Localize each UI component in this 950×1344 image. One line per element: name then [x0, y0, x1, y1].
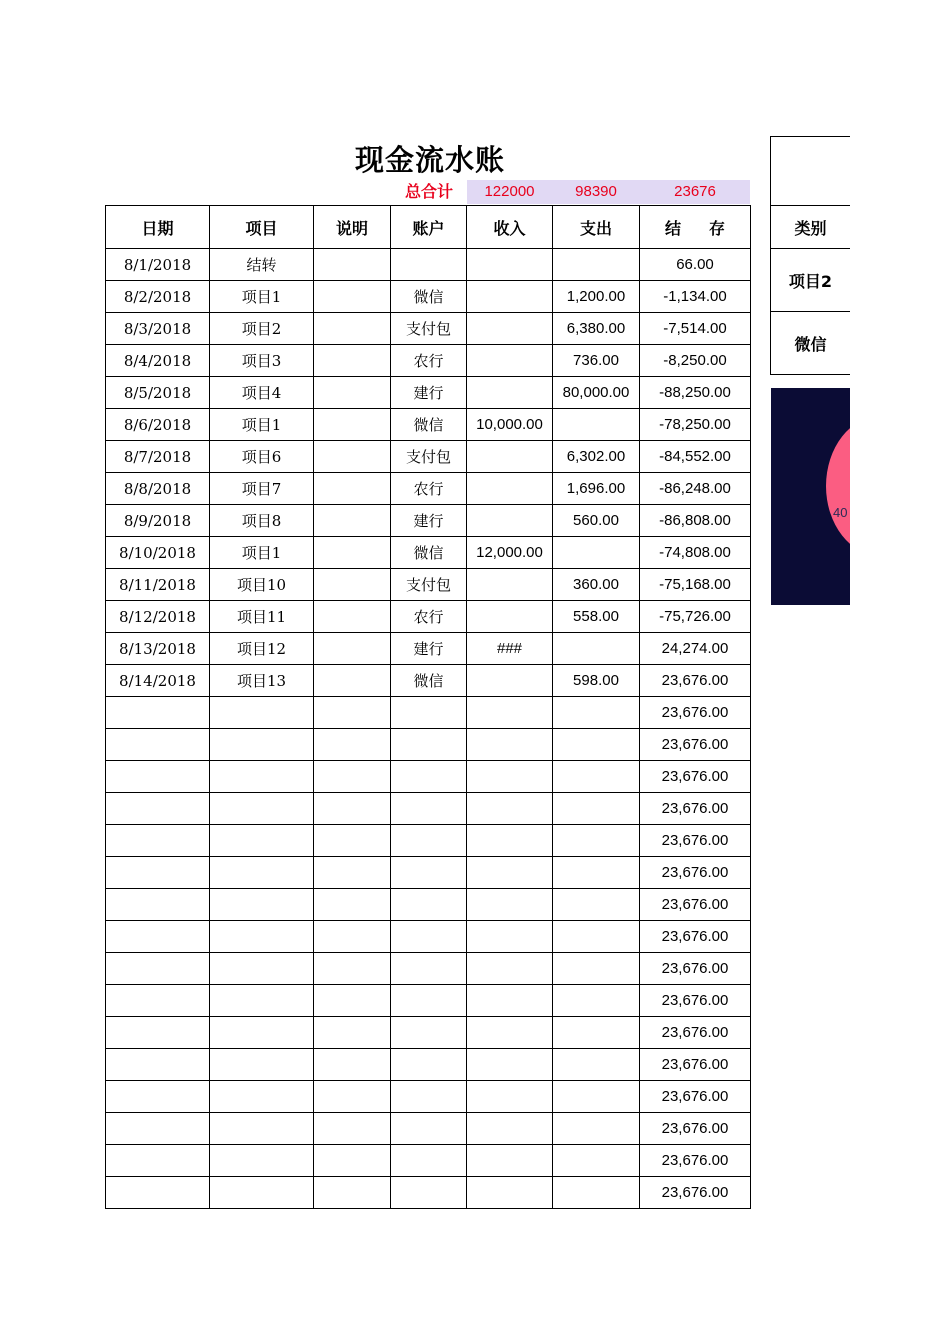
cell-balance[interactable]: 23,676.00 — [640, 857, 751, 889]
table-row — [106, 697, 751, 729]
table-row — [106, 505, 751, 537]
table-row — [106, 441, 751, 473]
table-row — [106, 1113, 751, 1145]
cell-note[interactable] — [314, 377, 391, 409]
cell-income[interactable] — [467, 1081, 553, 1113]
cell-balance[interactable]: 23,676.00 — [640, 1113, 751, 1145]
cell-expense[interactable] — [553, 537, 640, 569]
ledger-table — [105, 205, 751, 1209]
cell-account[interactable]: 微信 — [391, 281, 467, 313]
pie-chart — [771, 388, 850, 605]
cell-date[interactable]: 8/9/2018 — [106, 505, 210, 537]
cell-date[interactable]: 8/6/2018 — [106, 409, 210, 441]
cell-account[interactable] — [391, 921, 467, 953]
cell-account[interactable] — [391, 761, 467, 793]
cell-expense[interactable] — [553, 1145, 640, 1177]
cell-account[interactable]: 建行 — [391, 377, 467, 409]
cell-income[interactable] — [467, 1145, 553, 1177]
header-balance-part-a: 结 — [664, 218, 681, 238]
table-row — [106, 1049, 751, 1081]
cell-balance[interactable]: 23,676.00 — [640, 697, 751, 729]
table-row — [106, 729, 751, 761]
cell-income[interactable] — [467, 473, 553, 505]
cell-date[interactable] — [106, 729, 210, 761]
cell-date[interactable] — [106, 985, 210, 1017]
cell-account[interactable] — [391, 825, 467, 857]
cell-balance[interactable]: 23,676.00 — [640, 793, 751, 825]
cell-balance[interactable]: 23,676.00 — [640, 1145, 751, 1177]
cell-item[interactable] — [210, 985, 314, 1017]
cell-income[interactable]: 12,000.00 — [467, 537, 553, 569]
cell-income[interactable] — [467, 1113, 553, 1145]
table-row — [106, 1081, 751, 1113]
table-row — [106, 1017, 751, 1049]
cell-date[interactable] — [106, 953, 210, 985]
cell-income[interactable] — [467, 697, 553, 729]
cell-income[interactable] — [467, 505, 553, 537]
cell-item[interactable]: 项目8 — [210, 505, 314, 537]
side-account[interactable]: 微信 — [771, 312, 851, 375]
header-income: 收入 — [467, 206, 553, 249]
cell-note[interactable] — [314, 505, 391, 537]
cell-income[interactable] — [467, 921, 553, 953]
cell-date[interactable] — [106, 793, 210, 825]
header-expense: 支出 — [553, 206, 640, 249]
cell-note[interactable] — [314, 633, 391, 665]
cell-account[interactable] — [391, 1017, 467, 1049]
side-item[interactable]: 项目2 — [771, 249, 851, 312]
cell-item[interactable] — [210, 921, 314, 953]
total-expense: 98390 — [575, 183, 617, 200]
cell-expense[interactable] — [553, 857, 640, 889]
cell-date[interactable]: 8/11/2018 — [106, 569, 210, 601]
cell-expense[interactable]: 6,302.00 — [553, 441, 640, 473]
cell-item[interactable]: 项目11 — [210, 601, 314, 633]
cell-item[interactable]: 项目3 — [210, 345, 314, 377]
cell-date[interactable] — [106, 889, 210, 921]
table-row — [106, 633, 751, 665]
cell-income[interactable] — [467, 665, 553, 697]
cell-note[interactable] — [314, 1049, 391, 1081]
pie-slice — [826, 416, 850, 556]
cell-expense[interactable] — [553, 953, 640, 985]
cell-note[interactable] — [314, 985, 391, 1017]
cell-note[interactable] — [314, 441, 391, 473]
table-row — [106, 569, 751, 601]
cell-account[interactable] — [391, 1081, 467, 1113]
cell-note[interactable] — [314, 793, 391, 825]
cell-account[interactable]: 微信 — [391, 409, 467, 441]
side-category-table — [770, 205, 850, 375]
cell-item[interactable]: 项目1 — [210, 537, 314, 569]
cell-income[interactable] — [467, 601, 553, 633]
total-income: 122000 — [484, 183, 535, 200]
cell-item[interactable]: 项目2 — [210, 313, 314, 345]
table-row — [106, 281, 751, 313]
cell-note[interactable] — [314, 953, 391, 985]
side-header-category: 类别 — [771, 206, 851, 249]
cell-account[interactable]: 支付包 — [391, 569, 467, 601]
cell-date[interactable] — [106, 1081, 210, 1113]
cell-income[interactable]: ### — [467, 633, 553, 665]
cell-item[interactable] — [210, 1177, 314, 1209]
cell-item[interactable] — [210, 1145, 314, 1177]
cell-date[interactable] — [106, 761, 210, 793]
cell-expense[interactable] — [553, 1113, 640, 1145]
cell-date[interactable]: 8/8/2018 — [106, 473, 210, 505]
cell-balance[interactable]: -75,168.00 — [640, 569, 751, 601]
cell-account[interactable]: 农行 — [391, 601, 467, 633]
cell-date[interactable]: 8/7/2018 — [106, 441, 210, 473]
cell-balance[interactable]: 23,676.00 — [640, 1049, 751, 1081]
cell-expense[interactable] — [553, 889, 640, 921]
table-row — [106, 249, 751, 281]
cell-balance[interactable]: 23,676.00 — [640, 665, 751, 697]
cell-note[interactable] — [314, 473, 391, 505]
cell-date[interactable] — [106, 921, 210, 953]
cell-balance[interactable]: 23,676.00 — [640, 953, 751, 985]
cell-balance[interactable]: -88,250.00 — [640, 377, 751, 409]
cell-item[interactable]: 项目6 — [210, 441, 314, 473]
cell-expense[interactable]: 6,380.00 — [553, 313, 640, 345]
table-row — [106, 1145, 751, 1177]
cell-balance[interactable]: 23,676.00 — [640, 825, 751, 857]
cell-item[interactable]: 项目13 — [210, 665, 314, 697]
table-row — [106, 473, 751, 505]
header-row — [106, 206, 751, 249]
cell-date[interactable]: 8/3/2018 — [106, 313, 210, 345]
cell-item[interactable] — [210, 889, 314, 921]
cell-expense[interactable] — [553, 697, 640, 729]
cell-expense[interactable]: 360.00 — [553, 569, 640, 601]
cell-note[interactable] — [314, 697, 391, 729]
cell-account[interactable]: 农行 — [391, 473, 467, 505]
cell-income[interactable] — [467, 569, 553, 601]
cell-income[interactable] — [467, 761, 553, 793]
cell-note[interactable] — [314, 313, 391, 345]
cell-balance[interactable]: 23,676.00 — [640, 1081, 751, 1113]
cell-item[interactable] — [210, 1081, 314, 1113]
cell-note[interactable] — [314, 665, 391, 697]
cell-balance[interactable]: 23,676.00 — [640, 729, 751, 761]
table-row — [106, 921, 751, 953]
cell-item[interactable] — [210, 1113, 314, 1145]
cell-expense[interactable] — [553, 409, 640, 441]
cell-note[interactable] — [314, 1017, 391, 1049]
cell-note[interactable] — [314, 601, 391, 633]
cell-note[interactable] — [314, 889, 391, 921]
cell-item[interactable] — [210, 793, 314, 825]
cell-note[interactable] — [314, 857, 391, 889]
cell-item[interactable]: 项目4 — [210, 377, 314, 409]
cell-item[interactable]: 项目7 — [210, 473, 314, 505]
cell-income[interactable] — [467, 377, 553, 409]
cell-expense[interactable]: 80,000.00 — [553, 377, 640, 409]
cell-income[interactable] — [467, 249, 553, 281]
cell-note[interactable] — [314, 921, 391, 953]
table-row — [106, 793, 751, 825]
cell-expense[interactable] — [553, 1049, 640, 1081]
cell-note[interactable] — [314, 569, 391, 601]
cell-balance[interactable]: -7,514.00 — [640, 313, 751, 345]
cell-expense[interactable]: 1,696.00 — [553, 473, 640, 505]
cell-income[interactable] — [467, 441, 553, 473]
cell-date[interactable]: 8/1/2018 — [106, 249, 210, 281]
cell-item[interactable]: 项目1 — [210, 409, 314, 441]
cell-account[interactable] — [391, 249, 467, 281]
cell-note[interactable] — [314, 409, 391, 441]
cell-balance[interactable]: -75,726.00 — [640, 601, 751, 633]
table-row — [106, 825, 751, 857]
cell-balance[interactable]: 66.00 — [640, 249, 751, 281]
cell-item[interactable]: 结转 — [210, 249, 314, 281]
table-row — [106, 377, 751, 409]
table-row — [106, 665, 751, 697]
cell-item[interactable]: 项目12 — [210, 633, 314, 665]
side-panel-top — [770, 136, 850, 206]
cell-note[interactable] — [314, 1113, 391, 1145]
cell-date[interactable]: 8/14/2018 — [106, 665, 210, 697]
cell-account[interactable] — [391, 1145, 467, 1177]
header-date: 日期 — [106, 206, 210, 249]
cell-income[interactable] — [467, 1177, 553, 1209]
cell-expense[interactable]: 598.00 — [553, 665, 640, 697]
cell-item[interactable] — [210, 953, 314, 985]
cell-balance[interactable]: 23,676.00 — [640, 761, 751, 793]
header-item: 项目 — [210, 206, 314, 249]
cell-account[interactable]: 支付包 — [391, 313, 467, 345]
cell-balance[interactable]: -74,808.00 — [640, 537, 751, 569]
cell-note[interactable] — [314, 249, 391, 281]
cell-income[interactable] — [467, 1049, 553, 1081]
cell-income[interactable] — [467, 857, 553, 889]
cell-note[interactable] — [314, 729, 391, 761]
header-balance — [640, 206, 751, 249]
cell-item[interactable] — [210, 1049, 314, 1081]
cell-expense[interactable] — [553, 249, 640, 281]
cell-expense[interactable] — [553, 729, 640, 761]
totals-label: 总合计 — [404, 182, 453, 201]
table-row — [106, 985, 751, 1017]
cell-expense[interactable]: 560.00 — [553, 505, 640, 537]
cell-item[interactable]: 项目1 — [210, 281, 314, 313]
cell-expense[interactable] — [553, 761, 640, 793]
cell-date[interactable]: 8/5/2018 — [106, 377, 210, 409]
cell-item[interactable] — [210, 825, 314, 857]
header-account: 账户 — [391, 206, 467, 249]
cell-balance[interactable]: 23,676.00 — [640, 1177, 751, 1209]
cell-balance[interactable]: -84,552.00 — [640, 441, 751, 473]
cell-balance[interactable]: -86,808.00 — [640, 505, 751, 537]
cell-balance[interactable]: -78,250.00 — [640, 409, 751, 441]
cell-date[interactable]: 8/2/2018 — [106, 281, 210, 313]
cell-item[interactable] — [210, 1017, 314, 1049]
cell-date[interactable]: 8/13/2018 — [106, 633, 210, 665]
cell-expense[interactable] — [553, 1177, 640, 1209]
cell-date[interactable]: 8/4/2018 — [106, 345, 210, 377]
cell-account[interactable] — [391, 985, 467, 1017]
table-row — [106, 409, 751, 441]
cell-expense[interactable] — [553, 825, 640, 857]
cell-income[interactable] — [467, 825, 553, 857]
cell-date[interactable] — [106, 1113, 210, 1145]
table-row — [106, 953, 751, 985]
header-balance-part-b: 存 — [709, 218, 726, 238]
cell-note[interactable] — [314, 761, 391, 793]
cell-expense[interactable] — [553, 633, 640, 665]
cell-balance[interactable]: -8,250.00 — [640, 345, 751, 377]
cell-account[interactable] — [391, 1177, 467, 1209]
cell-note[interactable] — [314, 1177, 391, 1209]
total-balance: 23676 — [674, 183, 716, 200]
cell-note[interactable] — [314, 537, 391, 569]
cell-date[interactable] — [106, 1145, 210, 1177]
cell-account[interactable] — [391, 793, 467, 825]
cell-item[interactable] — [210, 857, 314, 889]
table-row — [106, 1177, 751, 1209]
cell-expense[interactable]: 558.00 — [553, 601, 640, 633]
table-row — [106, 537, 751, 569]
table-row — [106, 313, 751, 345]
cell-account[interactable] — [391, 857, 467, 889]
cell-income[interactable] — [467, 793, 553, 825]
header-note: 说明 — [314, 206, 391, 249]
cell-account[interactable] — [391, 1113, 467, 1145]
cell-account[interactable]: 建行 — [391, 633, 467, 665]
pie-data-label: 40 — [833, 505, 848, 520]
cell-expense[interactable]: 736.00 — [553, 345, 640, 377]
cell-account[interactable]: 微信 — [391, 665, 467, 697]
cell-note[interactable] — [314, 345, 391, 377]
cell-income[interactable] — [467, 313, 553, 345]
cell-balance[interactable]: 23,676.00 — [640, 889, 751, 921]
cell-account[interactable]: 农行 — [391, 345, 467, 377]
cell-item[interactable] — [210, 697, 314, 729]
table-row — [106, 889, 751, 921]
cell-income[interactable] — [467, 889, 553, 921]
cell-note[interactable] — [314, 281, 391, 313]
cell-balance[interactable]: 23,676.00 — [640, 1017, 751, 1049]
cell-income[interactable] — [467, 281, 553, 313]
page-title: 现金流水账 — [354, 143, 505, 177]
cell-balance[interactable]: -86,248.00 — [640, 473, 751, 505]
cell-item[interactable] — [210, 729, 314, 761]
cell-date[interactable] — [106, 1017, 210, 1049]
cell-income[interactable] — [467, 729, 553, 761]
cell-account[interactable] — [391, 697, 467, 729]
cell-account[interactable]: 微信 — [391, 537, 467, 569]
table-row — [106, 601, 751, 633]
cell-account[interactable] — [391, 889, 467, 921]
table-row — [106, 761, 751, 793]
cell-expense[interactable] — [553, 793, 640, 825]
cell-date[interactable]: 8/12/2018 — [106, 601, 210, 633]
cell-item[interactable]: 项目10 — [210, 569, 314, 601]
cell-income[interactable] — [467, 345, 553, 377]
cell-date[interactable]: 8/10/2018 — [106, 537, 210, 569]
cell-expense[interactable]: 1,200.00 — [553, 281, 640, 313]
cell-date[interactable] — [106, 857, 210, 889]
cell-balance[interactable]: 23,676.00 — [640, 985, 751, 1017]
cell-date[interactable] — [106, 1177, 210, 1209]
cell-date[interactable] — [106, 1049, 210, 1081]
cell-expense[interactable] — [553, 1017, 640, 1049]
cell-income[interactable] — [467, 953, 553, 985]
table-row — [106, 345, 751, 377]
cell-expense[interactable] — [553, 921, 640, 953]
cell-balance[interactable]: 24,274.00 — [640, 633, 751, 665]
cell-account[interactable] — [391, 1049, 467, 1081]
cell-balance[interactable]: 23,676.00 — [640, 921, 751, 953]
cell-expense[interactable] — [553, 1081, 640, 1113]
cell-item[interactable] — [210, 761, 314, 793]
cell-account[interactable] — [391, 953, 467, 985]
cell-income[interactable] — [467, 985, 553, 1017]
cell-date[interactable] — [106, 825, 210, 857]
cell-date[interactable] — [106, 697, 210, 729]
cell-note[interactable] — [314, 1145, 391, 1177]
cell-income[interactable]: 10,000.00 — [467, 409, 553, 441]
cell-note[interactable] — [314, 825, 391, 857]
cell-income[interactable] — [467, 1017, 553, 1049]
cell-account[interactable]: 支付包 — [391, 441, 467, 473]
cell-account[interactable]: 建行 — [391, 505, 467, 537]
table-row — [106, 857, 751, 889]
cell-account[interactable] — [391, 729, 467, 761]
cell-expense[interactable] — [553, 985, 640, 1017]
cell-balance[interactable]: -1,134.00 — [640, 281, 751, 313]
cell-note[interactable] — [314, 1081, 391, 1113]
